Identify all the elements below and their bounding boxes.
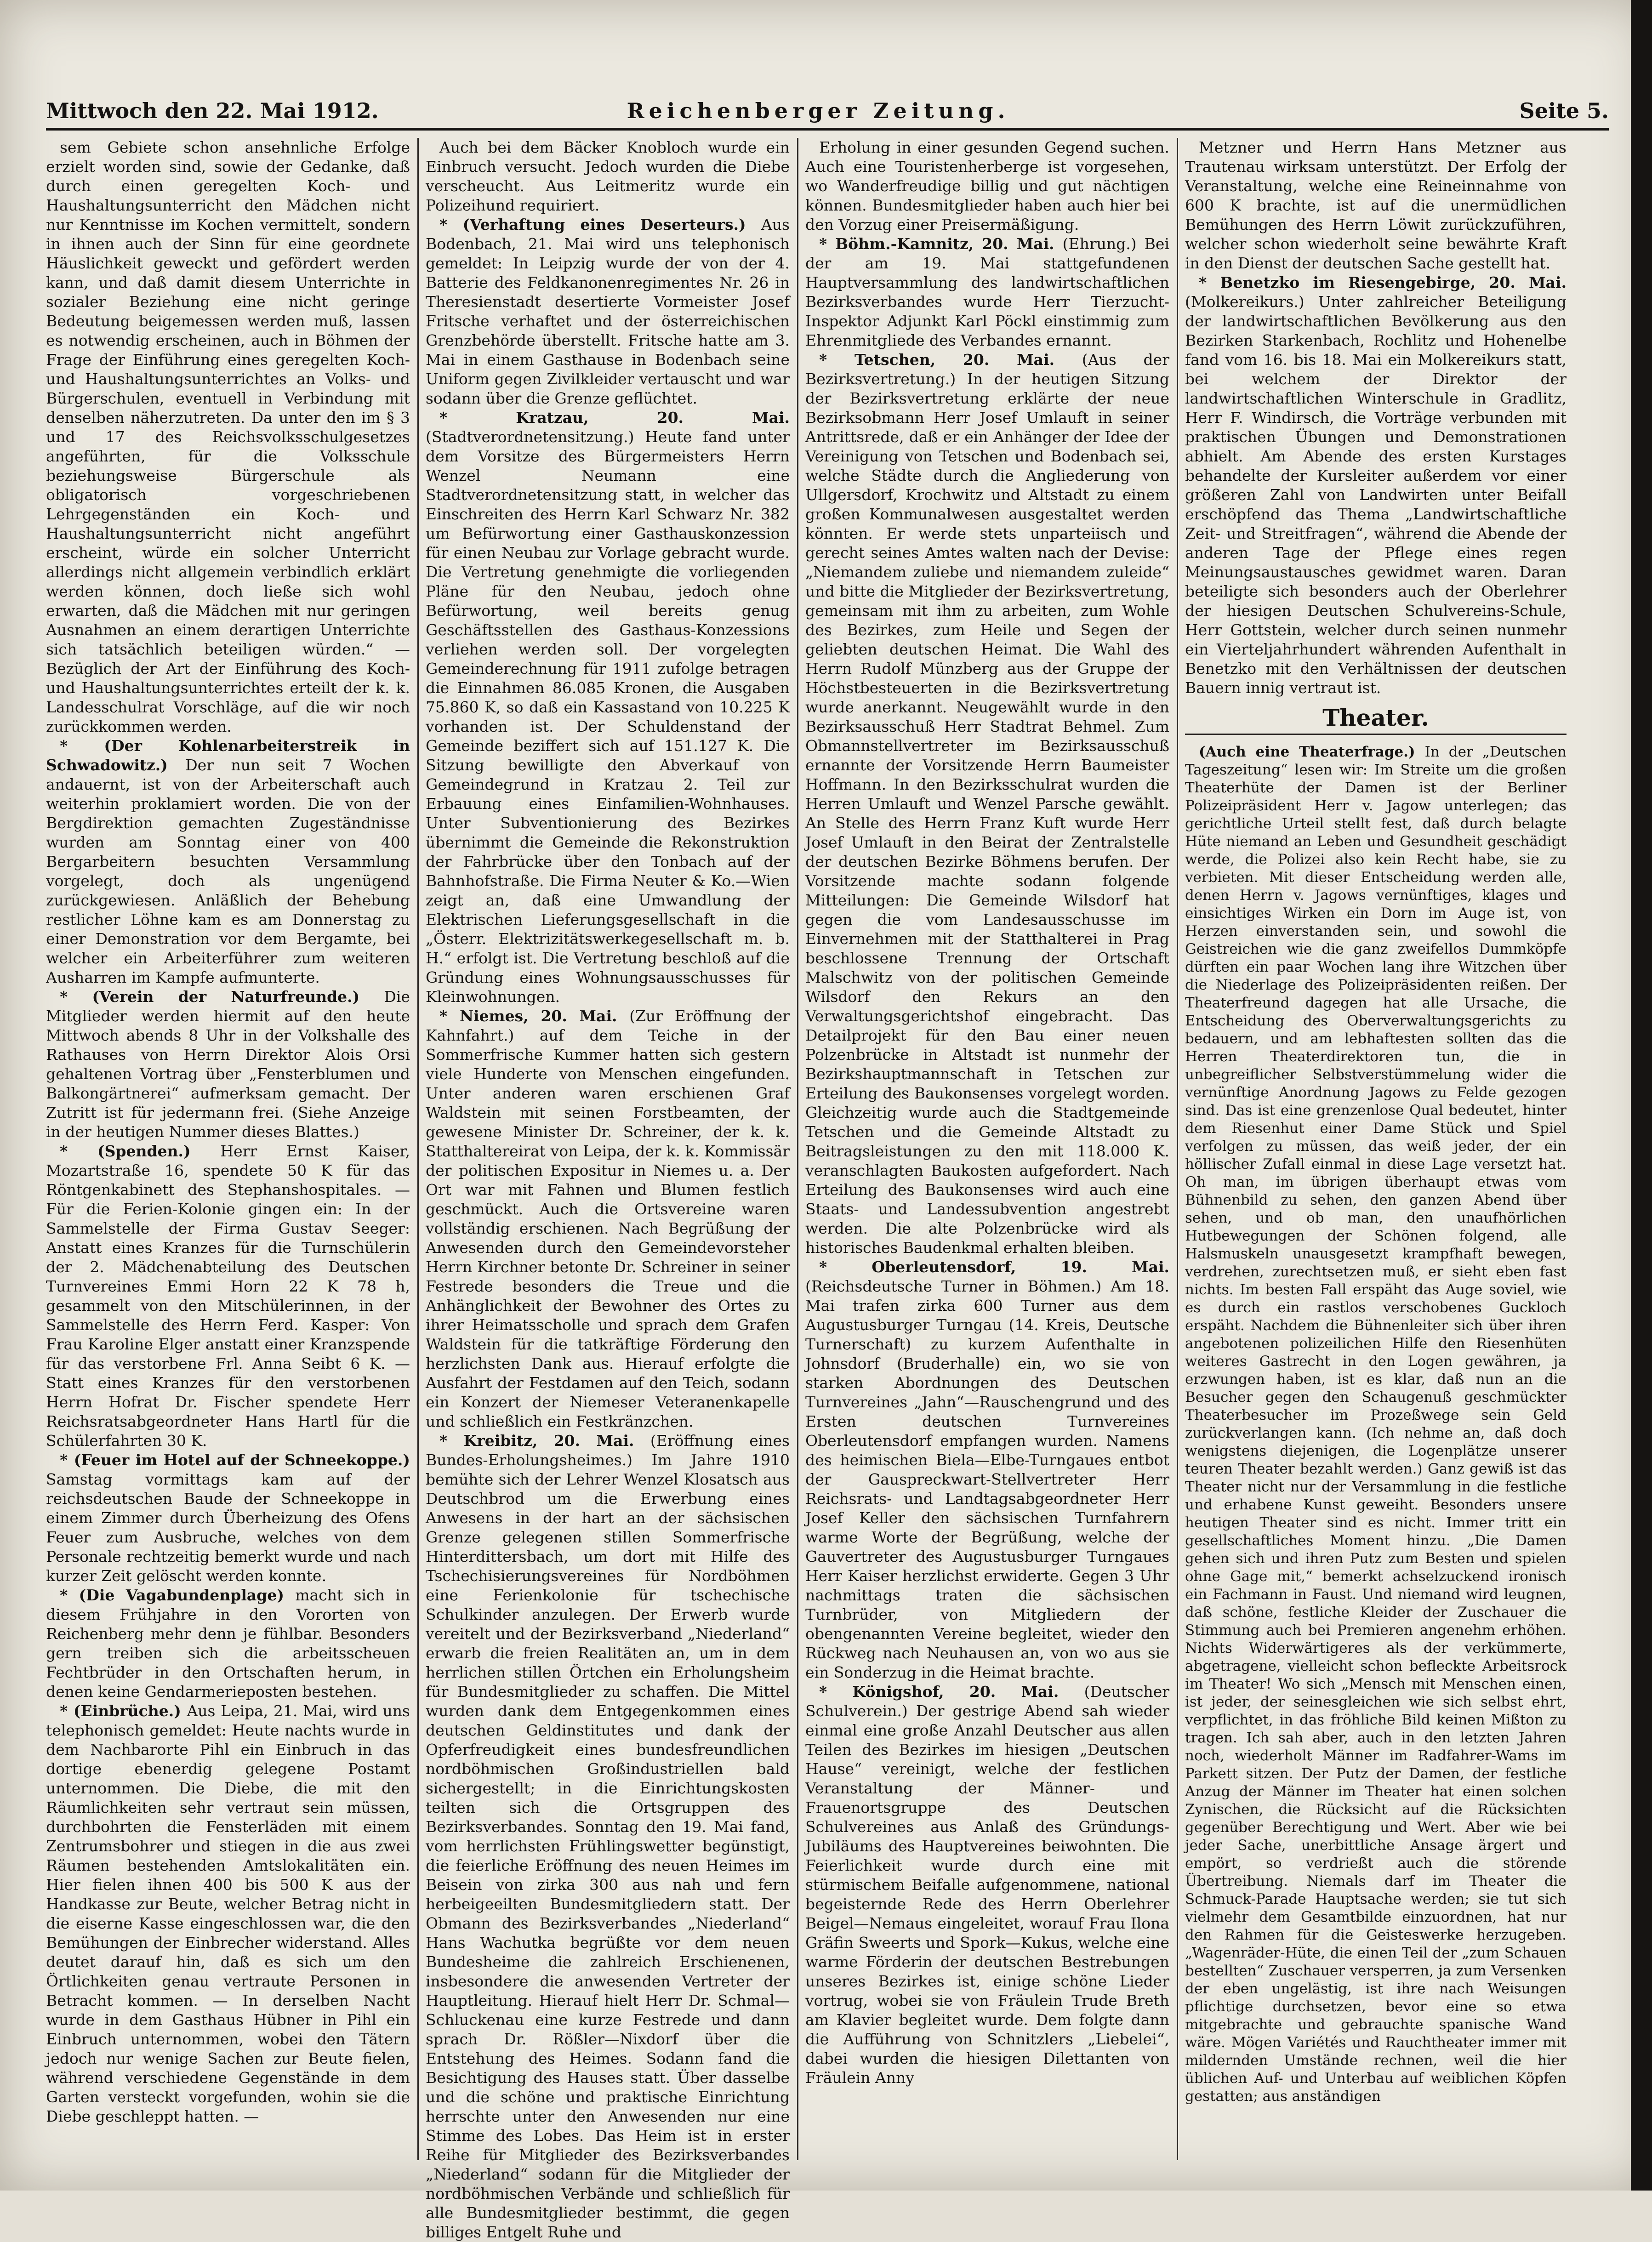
column-2 — [426, 138, 790, 2241]
article-paragraph — [426, 1007, 790, 1431]
article-text: Der nun seit 7 Wochen andauernt, ist von der Arbeiterschaft auch weiterhin proklamiert worden. Die von der Bergdirektion gemachten Zugeständnisse wurden am Sonntag einer von 400 Bergarbeitern besuchten Versammlung vorgelegt, doch als ungenügend zurückgewiesen. Anläßlich der Behebung restlicher Löhne kam es am Donnerstag zu einer Demonstration vor dem Bergamte, bei welcher ein Arbeiterführer zum weiteren Ausharren im Kampfe aufmunterte. — [46, 756, 410, 986]
article-lead: * Böhm.-Kamnitz, 20. Mai. — [819, 235, 1063, 253]
article-text: (Eröffnung eines Bundes-Erholungsheimes.) Im Jahre 1910 bemühte sich der Lehrer Wenzel Klosatsch aus Deutschbrod um die Erwerbung eines Anwesens in der hart an der sächsischen Grenze gelegenen stillen Sommerfrische Hinterdittersbach, um dort mit Hilfe des Tschechisierungsvereines für Nordböhmen eine Ferienkolonie für tschechische Schulkinder anzulegen. Der Erwerb wurde vereitelt und der Bezirksverband „Niederland“ erwarb die freien Realitäten an, um in dem herrlichen stillen Örtchen ein Erholungsheim für Bundesmitglieder zu schaffen. Die Mittel wurden dank dem Entgegenkommen eines deutschen Geldinstitutes und dank der Opferfreudigkeit eines bundesfreundlichen nordböhmischen Großindustriellen bald sichergestellt; in die Einrichtungskosten teilten sich die Ortsgruppen des Bezirksverbandes. Sonntag den 19. Mai fand, vom herrlichsten Frühlingswetter begünstigt, die feierliche Eröffnung des neuen Heimes im Beisein von zirka 300 aus nah und fern herbeigeeilten Bundesmitgliedern statt. Der Obmann des Bezirksverbandes „Niederland“ Hans Wachutka begrüßte vor dem neuen Bundesheime die zahlreich Erschienenen, insbesondere die anwesenden Vertreter der Hauptleitung. Hierauf hielt Herr Dr. Schmal—Schluckenau eine kurze Festrede und dann sprach Dr. Rößler—Nixdorf über die Entstehung des Heimes. Sodann fand die Besichtigung des Hauses statt. Über dasselbe und die schöne und praktische Einrichtung herrschte unter den Anwesenden nur eine Stimme des Lobes. Das Heim ist in erster Reihe für Mitglieder des Bezirksverbandes „Niederland“ sodann für die Mitglieder der nordböhmischen Verbände und schließlich für alle Bundesmitglieder bestimmt, die gegen billiges Entgelt Ruhe und — [426, 1432, 790, 2241]
article-lead: * (Die Vagabundenplage) — [60, 1586, 296, 1604]
article-text: (Reichsdeutsche Turner in Böhmen.) Am 18. Mai trafen zirka 600 Turner aus dem Augustusburger Turngau (14. Kreis, Deutsche Turnerschaft) zu kurzem Aufenthalte in Johnsdorf (Bruderhalle) ein, wo sie von starken Abordnungen des Deutschen Turnvereines „Jahn“—Rauschengrund und des Ersten deutschen Turnvereines Oberleutensdorf empfangen wurden. Namens des heimischen Biela—Elbe-Turngaues entbot der Gauspreckwart-Stellvertreter Herr Reichsrats- und Landtagsabgeordneter Herr Josef Keller den sächsischen Turnfahrern warme Worte der Begrüßung, welche der Gauvertreter des Augustusburger Turngaues Herr Kaiser herzlichst erwiderte. Gegen 3 Uhr nachmittags traten die sächsischen Turnbrüder, von Mitgliedern der obengenannten Vereine begleitet, wieder den Rückweg nach Neuhausen an, von wo aus sie ein Sonderzug in die Heimat brachte. — [805, 1277, 1169, 1681]
column-rule — [797, 138, 798, 2160]
article-lead: (Auch eine Theaterfrage.) — [1199, 744, 1425, 760]
page-header — [46, 92, 1609, 129]
column-rule — [417, 138, 419, 2160]
theater-rule — [1185, 734, 1567, 735]
article-paragraph — [46, 138, 410, 736]
article-text: Die Mitglieder werden hiermit auf den heute Mittwoch abends 8 Uhr in der Volkshalle des Rathauses von Herrn Direktor Alois Orsi gehaltenen Vortrag über „Fensterblumen und Balkongärtnerei“ aufmerksam gemacht. Der Zutritt ist für jedermann frei. (Siehe Anzeige in der heutigen Nummer dieses Blattes.) — [46, 988, 410, 1141]
article-text: Samstag vormittags kam auf der reichsdeutschen Baude der Schneekoppe in einem Zimmer durch Überheizung des Ofens Feuer zum Ausbruche, welches von dem Personale rechtzeitig bemerkt wurde und nach kurzer Zeit gelöscht werden konnte. — [46, 1470, 410, 1585]
column-4 — [1185, 138, 1567, 2160]
article-text: In der „Deutschen Tageszeitung“ lesen wir: Im Streite um die großen Theaterhüte der Damen ist der Berliner Polizeipräsident Herr v. Jagow unterlegen; das gerichtliche Urteil stellt fest, daß durch belagte Hüte niemand an Leben und Gesundheit geschädigt werde, die Polizei also kein Recht habe, sie zu verbieten. Mit dieser Entscheidung werden alle, denen Herrn v. Jagows vernünftiges, klages und einsichtiges Wirken ein Dorn im Auge ist, von Herzen einverstanden sein, und sowohl die Geistreichen wie die ganz zweifellos Dummköpfe dürften ein paar Wochen lang ihre Witzchen über die Niederlage des Polizeipräsidenten reißen. Der Theaterfreund dagegen hat alle Ursache, die Entscheidung des Oberverwaltungsgerichts zu bedauern, und am lebhaftesten sollten das die Herren Theaterdirektoren tun, die in unbegreiflicher Selbstverstümmelung wider die vernünftige Anordnung Jagows zu Felde gezogen sind. Das ist eine grenzenlose Qual bedeutet, hinter dem Riesenhut einer Dame Stück und Spiel verfolgen zu müssen, das weiß jeder, der ein höllischer Zufall einmal in diese Lage versetzt hat. Oh man, im übrigen überhaupt etwas vom Bühnenbild zu sehen, den ganzen Abend über sehen, und ob man, den unaufhörlichen Hutbewegungen der Schönen folgend, alle Halsmuskeln unausgesetzt krampfhaft bewegen, verdrehen, zurechtsetzen muß, er sieht eben fast nichts. Im besten Fall erspäht das Auge soviel, wie es durch ein rastlos verschobenes Guckloch erspäht. Nachdem die Bühnenleiter sich über ihren angebotenen polizeilichen Hilfe den Riesenhüten weiteres Gastrecht in den Logen gewähren, ja erzwungen haben, ist es klar, daß nun an die Besucher gegen den Schaugenuß geschmückter Theaterbesucher im Prozeßwege sein Geld zurückverlangen kann. (Ich nehme an, daß doch wenigstens diejenigen, die Logenplätze unserer teuren Theater bezahlt werden.) Ganz gewiß ist das Theater nicht nur der Versammlung in die festliche und erhabene Kunst geweiht. Besonders unsere heutigen Theater sind es nicht. Immer tritt ein gesellschaftliches Moment hinzu. „Die Damen gehen sich und ihren Putz zum Besten und spielen ohne Gage mit,“ bemerkt achselzuckend ironisch ein Fachmann in Faust. Und niemand wird leugnen, daß schöne, festliche Kleider der Zuschauer die Stimmung auch bei Premieren angenehm erhöhen. Nichts Widerwärtigeres als der verkümmerte, abgetragene, vielleicht schon befleckte Arbeitsrock im Theater! Wo sich „Mensch mit Menschen einen, ist jeder, der seinesgleichen wie sich selbst ehrt, verpflichtet, in das fröhliche Bild keinen Mißton zu tragen. Ich sah aber, auch in den letzten Jahren noch, wiederholt Männer im Radfahrer-Wams im Parkett sitzen. Der Putz der Damen, der festliche Anzug der Männer im Theater hat einen solchen Zynischen, die Rücksicht auf die Rücksichten gegenüber Berechtigung und Wert. Aber wie bei jeder Sache, unerbittliche Ansage ärgert und empört, so verdrießt auch die störende Übertreibung. Niemals darf im Theater die Schmuck-Parade Hauptsache werden; sie tut sich vielmehr dem Gesamtbilde einzuordnen, hat nur den Rahmen für die Geisteswerke herzugeben. „Wagenräder-Hüte, die einen Teil der „zum Schauen bestellten“ Zuschauer versperren, ja zum Versenken der eben ungelästig, ist ihre nach Weisungen pflichtige durchsetzen, bevor eine so etwa mitgebrachte und gebrauchte spanische Wand wäre. Mögen Variétés und Rauchtheater immer mit mildernden Umstände rechnen, weil die hier üblichen Auf- und Unterbau auf weiblichen Köpfen gestatten; aus anständigen — [1185, 744, 1567, 2105]
article-text: Auch bei dem Bäcker Knobloch wurde ein Einbruch versucht. Jedoch wurden die Diebe verscheucht. Aus Leitmeritz wurde ein Polizeihund requiriert. — [426, 138, 790, 214]
article-paragraph — [426, 138, 790, 215]
article-text: (Molkereikurs.) Unter zahlreicher Beteiligung der landwirtschaftlichen Bevölkerung aus den Bezirken Starkenbach, Rochlitz und Hohenelbe fand vom 16. bis 18. Mai ein Molkereikurs statt, bei welchem der Direktor der landwirtschaftlichen Winterschule in Gradlitz, Herr F. Windirsch, die Vorträge verbunden mit praktischen Übungen und Demonstrationen abhielt. Am Abende des ersten Kurstages behandelte der Kursleiter außerdem vor einer größeren Zahl von Landwirten unter Beifall erschöpfend das Thema „Landwirtschaftliche Zeit- und Streitfragen“, während die Abende der anderen Tage der Pflege eines regen Meinungsaustausches gewidmet waren. Daran beteiligte sich besonders auch der Oberlehrer der hiesigen Deutschen Schulvereins-Schule, Herr Gottstein, welcher durch seinen nunmehr ein Vierteljahrhundert währenden Aufenthalt in Benetzko mit den Verhältnissen der deutschen Bauern innig vertraut ist. — [1185, 293, 1567, 697]
column-1 — [46, 138, 410, 2160]
article-lead: * (Verein der Naturfreunde.) — [60, 988, 384, 1006]
header-newspaper-name: Reichenberger Zeitung. — [627, 98, 1010, 123]
article-paragraph — [46, 987, 410, 1142]
article-text: (Aus der Bezirksvertretung.) In der heutigen Sitzung der Bezirksvertretung erklärte der neue Bezirksobmann Herr Josef Umlauft in seiner Antrittsrede, daß er ein Anhänger der Idee der Vereinigung von Tetschen und Bodenbach sei, welche Städte durch die Angliederung von Ullgersdorf, Krochwitz und Altstadt zu einem großen Kommunalwesen ausgestaltet werden könnten. Er werde stets unparteiisch und gerecht seines Amtes walten nach der Devise: „Niemandem zuliebe und niemandem zuleide“ und bitte die Mitglieder der Bezirksvertretung, gemeinsam mit ihm zu arbeiten, zum Wohle des Bezirkes, zum Heile und Segen der geliebten deutschen Heimat. Die Wahl des Herrn Rudolf Münzberg aus der Gruppe der Höchstbesteuerten in die Bezirksvertretung wurde anerkannt. Neugewählt wurde in den Bezirksausschuß Herr Stadtrat Behmel. Zum Obmannstellvertreter im Bezirksausschuß ernannte der Vorsitzende Herrn Baumeister Hoffmann. In den Bezirksschulrat wurden die Herren Umlauft und Wenzel Parsche gewählt. An Stelle des Herrn Franz Kuft wurde Herr Josef Umlauft in den Beirat der Zentralstelle der deutschen Bezirke Böhmens berufen. Der Vorsitzende machte sodann folgende Mitteilungen: Die Gemeinde Wilsdorf hat gegen die vom Landesausschusse im Einvernehmen mit der Statthalterei in Prag beschlossene Trennung der Ortschaft Malschwitz von der politischen Gemeinde Wilsdorf den Rekurs an den Verwaltungsgerichtshof eingebracht. Das Detailprojekt für den Bau einer neuen Polzenbrücke in Altstadt ist nunmehr der Bezirkshauptmannschaft in Tetschen zur Erteilung des Baukonsenses vorgelegt worden. Gleichzeitig wurde auch die Stadtgemeinde Tetschen und die Gemeinde Altstadt zu Beitragsleistungen zu den mit 118.000 K. veranschlagten Baukosten aufgefordert. Nach Erteilung des Baukonsenses wird auch eine Staats- und Landessubvention angestrebt werden. Die alte Polzenbrücke wird als historisches Baudenkmal erhalten bleiben. — [805, 351, 1169, 1257]
article-paragraph — [426, 1431, 790, 2242]
article-text: (Zur Eröffnung der Kahnfahrt.) auf dem Teiche in der Sommerfrische Kummer hatten sich gestern viele Hunderte von Menschen eingefunden. Unter anderen waren erschienen Graf Waldstein mit seinen Forstbeamten, der gewesene Minister Dr. Schreiner, der k. k. Statthaltereirat von Leipa, der k. k. Kommissär der politischen Expositur in Niemes u. a. Der Ort war mit Fahnen und Blumen festlich geschmückt. Auch die Ortsvereine waren vollständig erschienen. Nach Begrüßung der Anwesenden durch den Gemeindevorsteher Herrn Kirchner betonte Dr. Schreiner in seiner Festrede besonders die Treue und die Anhänglichkeit der Bewohner des Ortes zu ihrer Heimatsscholle und sprach dem Grafen Waldstein für die tatkräftige Förderung den herzlichsten Dank aus. Hierauf erfolgte die Ausfahrt der Festdamen auf den Teich, sodann ein Konzert der Niemeser Veteranenkapelle und schließlich ein Festkränzchen. — [426, 1007, 790, 1430]
article-text: (Stadtverordnetensitzung.) Heute fand unter dem Vorsitze des Bürgermeisters Herrn Wenzel Neumann eine Stadtverordnetensitzung statt, in welcher das Einschreiten des Herrn Karl Schwarz Nr. 382 um Befürwortung einer Gasthauskonzession für einen Neubau zur Vorlage gebracht wurde. Die Vertretung genehmigte die vorliegenden Pläne für den Neubau, jedoch ohne Befürwortung, weil bereits genug Geschäftsstellen des Gasthaus-Konzessions verliehen werden soll. Der vorgelegten Gemeinderechnung für 1911 zufolge betragen die Einnahmen 86.085 Kronen, die Ausgaben 75.860 K, so daß ein Kassastand von 10.225 K vorhanden ist. Der Schuldenstand der Gemeinde beziffert sich auf 151.127 K. Die Sitzung bewilligte den Abverkauf von Gemeindegrund in Kratzau 2. Teil zur Erbauung eines Einfamilien-Wohnhauses. Unter Subventionierung des Bezirkes übernimmt die Gemeinde die Rekonstruktion der Fahrbrücke über den Tonbach auf der Bahnhofstraße. Die Firma Neuter & Ko.—Wien zeigt an, daß eine Umwandlung der Elektrischen Lieferungsgesellschaft in die „Österr. Elektrizitätswerkegesellschaft m. b. H.“ erfolgt ist. Die Vertretung beschloß auf die Gründung eines Wohnungsausschusses für Kleinwohnungen. — [426, 428, 790, 1006]
article-paragraph — [426, 215, 790, 408]
article-text: Aus Leipa, 21. Mai, wird uns telephonisch gemeldet: Heute nachts wurde in dem Nachbarorte Pihl ein Einbruch in das dortige ebenerdig gelegene Postamt unternommen. Die Diebe, die mit den Räumlichkeiten sehr vertraut sein müssen, durchbohrten die Fensterläden mit einem Zentrumsbohrer und stiegen in die aus zwei Räumen bestehenden Amtslokalitäten ein. Hier fielen ihnen 400 bis 500 K aus der Handkasse zur Beute, welcher Betrag nicht in die eiserne Kasse eingeschlossen war, die den Bemühungen der Einbrecher widerstand. Alles deutet darauf hin, daß es sich um den Örtlichkeiten genau vertraute Personen in Betracht kommen. — In derselben Nacht wurde in dem Gasthaus Hübner in Pihl ein Einbruch unternommen, wobei den Tätern jedoch nur wenige Sachen zur Beute fielen, während verschiedene Gegenstände in dem Garten versteckt vorgefunden, wohin sie die Diebe geschleppt hatten. — — [46, 1702, 410, 2125]
article-lead: * Benetzko im Riesengebirge, 20. Mai. — [1199, 273, 1567, 291]
column-rule — [1177, 138, 1178, 2160]
article-paragraph — [1185, 273, 1567, 698]
article-paragraph — [805, 1682, 1169, 2088]
header-rule — [46, 128, 1609, 131]
scan-edge — [1631, 0, 1652, 2191]
article-paragraph — [46, 1451, 410, 1586]
article-text: Aus Bodenbach, 21. Mai wird uns telephonisch gemeldet: In Leipzig wurde der von der 4. Batterie des Feldkanonenregimentes Nr. 26 in Theresienstadt desertierte Vormeister Josef Fritsche verhaftet und der österreichischen Grenzbehörde überstellt. Fritsche hatte am 3. Mai in einem Gasthause in Bodenbach seine Uniform gegen Zivilkleider vertauscht und war sodann über die Grenze geflüchtet. — [426, 216, 790, 407]
article-text: (Ehrung.) Bei der am 19. Mai stattgefundenen Hauptversammlung des landwirtschaftlichen Bezirksverbandes wurde Herr Tierzucht-Inspektor Adjunkt Karl Pöckl einstimmig zum Ehrenmitgliede des Verbandes ernannt. — [805, 235, 1169, 349]
column-3 — [805, 138, 1169, 2160]
article-paragraph — [805, 1258, 1169, 1682]
article-lead: * Kreibitz, 20. Mai. — [439, 1432, 650, 1450]
article-paragraph — [426, 408, 790, 1007]
article-lead: * Königshof, 20. Mai. — [819, 1683, 1084, 1701]
article-text: Herr Ernst Kaiser, Mozartstraße 16, spendete 50 K für das Röntgenkabinett des Stephanshospitales. — Für die Ferien-Kolonie gingen ein: In der Sammelstelle der Firma Gustav Seeger: Anstatt eines Kranzes für die Turnschülerin der 2. Mädchenabteilung des Deutschen Turnvereines Emmi Horn 22 K 78 h, gesammelt von den Mitschülerinnen, in der Sammelstelle des Herrn Ferd. Kasper: Von Frau Karoline Elger anstatt einer Kranzspende für das verstorbene Frl. Anna Seibt 6 K. — Statt eines Kranzes für den verstorbenen Herrn Hofrat Dr. Fischer spendete Herr Reichsratsabgeordneter Hans Hartl für die Schülerfahrten 30 K. — [46, 1142, 410, 1450]
article-lead: * (Einbrüche.) — [60, 1702, 187, 1720]
article-text: Metzner und Herrn Hans Metzner aus Trautenau wirksam unterstützt. Der Erfolg der Veranstaltung, welche eine Reineinnahme von 600 K brachte, ist auf die unermüdlichen Bemühungen des Herrn Löwit zurückzuführen, welcher schon wiederholt seine bewährte Kraft in den Dienst der deutschen Sache gestellt hat. — [1185, 138, 1567, 272]
article-text: (Deutscher Schulverein.) Der gestrige Abend sah wieder einmal eine große Anzahl Deutscher aus allen Teilen des Bezirkes im hiesigen „Deutschen Hause“ vereinigt, welche der festlichen Veranstaltung der Männer- und Frauenortsgruppe des Deutschen Schulvereines aus Anlaß des Gründungs-Jubiläums des Hauptvereines beiwohnten. Die Feierlichkeit wurde durch eine mit stürmischem Beifalle aufgenommene, national begeisternde Rede des Herrn Oberlehrer Beigel—Nemaus eingeleitet, worauf Frau Ilona Gräfin Sweerts und Spork—Kukus, welche eine warme Förderin der deutschen Bestrebungen unseres Bezirkes ist, einige schöne Lieder vortrug, wobei sie von Fräulein Trude Breth am Klavier begleitet wurde. Dem folgte dann die Aufführung von Schnitzlers „Liebelei“, dabei wurden die hiesigen Dilettanten von Fräulein Anny — [805, 1683, 1169, 2087]
theater-section-title: Theater. — [1322, 704, 1429, 731]
article-lead: * Tetschen, 20. Mai. — [819, 351, 1082, 369]
header-page-number: Seite 5. — [1519, 98, 1609, 123]
article-lead: * Oberleutensdorf, 19. Mai. — [819, 1258, 1169, 1276]
article-lead: * Kratzau, 20. Mai. — [439, 409, 790, 427]
article-paragraph — [46, 1586, 410, 1701]
article-paragraph — [805, 350, 1169, 1258]
article-paragraph — [805, 138, 1169, 234]
article-paragraph — [46, 1142, 410, 1451]
article-lead: * (Der Kohlenarbeiterstreik in Schwadowitz.) — [46, 737, 410, 774]
article-lead: * (Spenden.) — [60, 1142, 221, 1160]
article-lead: * (Verhaftung eines Deserteurs.) — [439, 216, 761, 233]
article-paragraph — [1185, 743, 1567, 2105]
article-paragraph — [805, 234, 1169, 350]
article-text: macht sich in diesem Frühjahre in den Vororten von Reichenberg mehr denn je fühlbar. Besonders gern treiben sich die arbeitsscheuen Fechtbrüder in den Ortschaften herum, in denen keine Gendarmerieposten bestehen. — [46, 1586, 410, 1701]
article-paragraph — [1185, 138, 1567, 273]
article-paragraph — [46, 1701, 410, 2126]
article-text: sem Gebiete schon ansehnliche Erfolge erzielt worden sind, sowie der Gedanke, daß durch einen geregelten Koch- und Haushaltungsunterricht den Mädchen nicht nur Kenntnisse im Kochen vermittelt, sondern in ihnen auch der Sinn für eine geordnete Häuslichkeit geweckt und gefördert werden kann, und daß damit diesem Unterrichte in sozialer Beziehung eine nicht geringe Bedeutung beigemessen werden muß, lassen es notwendig erscheinen, auch in Böhmen der Frage der Einführung eines geregelten Koch- und Haushaltungsunterrichtes an Volks- und Bürgerschulen, eventuell in Verbindung mit denselben näherzutreten. Da unter den im § 3 und 17 des Reichsvolksschulgesetzes angeführten, für die Volksschule beziehungsweise Bürgerschule als obligatorisch vorgeschriebenen Lehrgegenständen ein Koch- und Haushaltungsunterricht nicht angeführt erscheint, würde ein solcher Unterricht allerdings nicht allgemein verbindlich erklärt werden können, doch ließe sich wohl erwarten, daß die Mädchen mit nur geringen Ausnahmen an einem derartigen Unterrichte sich tatsächlich beteiligen würden.“ — Bezüglich der Art der Einführung des Koch- und Haushaltungsunterrichtes erteilt der k. k. Landesschulrat Vorschläge, auf die wir noch zurückkommen werden. — [46, 138, 410, 735]
theater-section-body — [1185, 743, 1567, 2105]
article-lead: * Niemes, 20. Mai. — [439, 1007, 630, 1025]
column-4-articles — [1185, 138, 1567, 698]
article-paragraph — [46, 736, 410, 987]
header-date: Mittwoch den 22. Mai 1912. — [46, 98, 379, 123]
article-lead: * (Feuer im Hotel auf der Schneekoppe.) — [60, 1451, 410, 1469]
article-text: Erholung in einer gesunden Gegend suchen. Auch eine Touristenherberge ist vorgesehen, wo Wanderfreudige billig und gut nächtigen können. Bundesmitglieder haben auch hier bei den Vorzug einer Preisermäßigung. — [805, 138, 1169, 233]
